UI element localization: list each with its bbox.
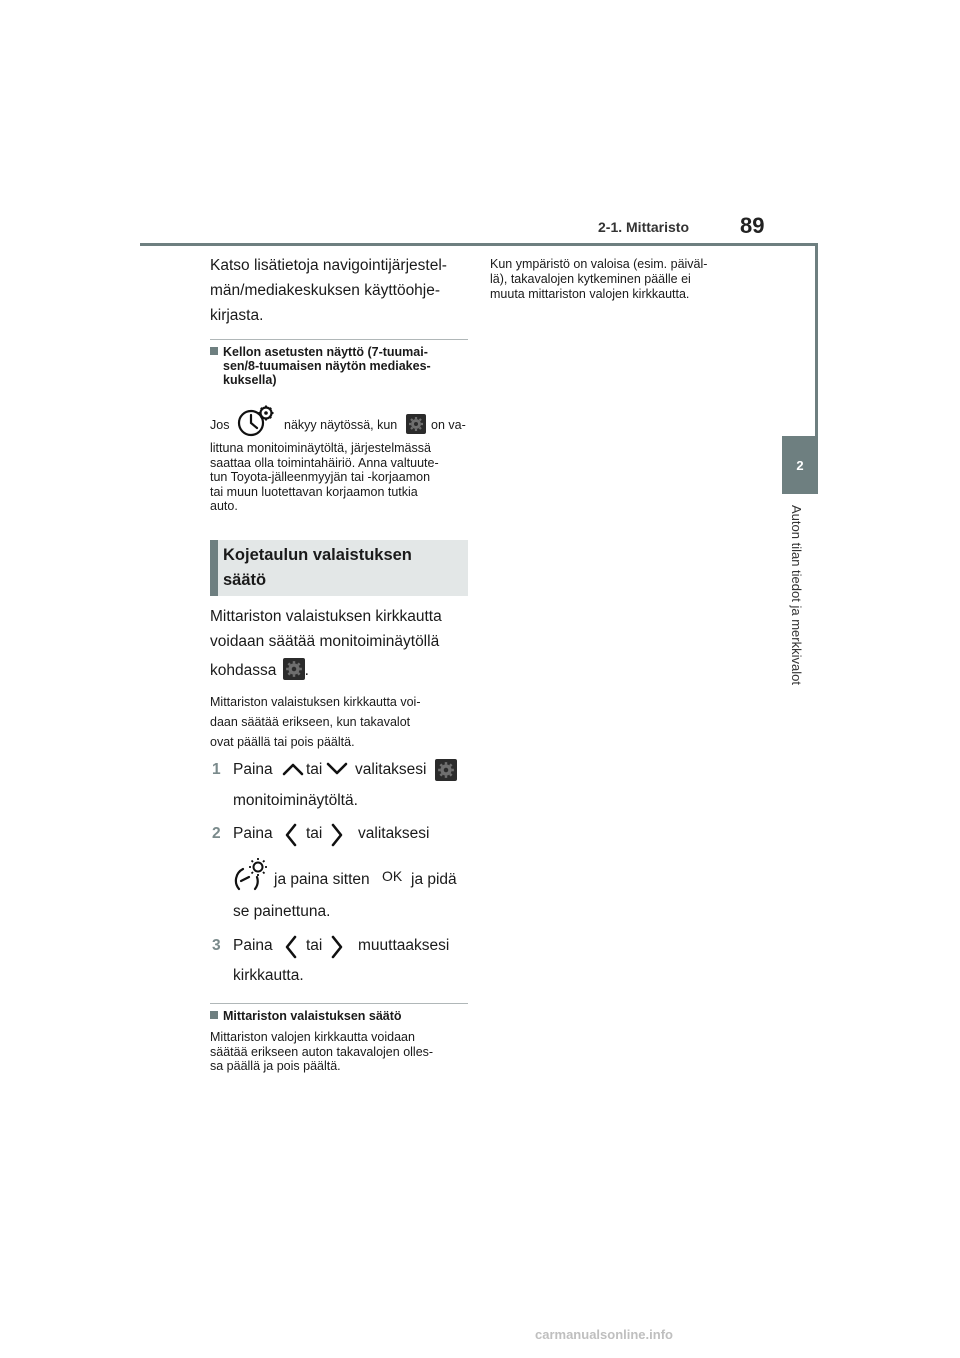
page-number: 89 [740,213,765,238]
side-rule [815,246,818,436]
section-header: 2-1. Mittaristo [598,219,690,235]
main-paragraph-line3: kohdassa . [210,658,470,683]
subsection-rule [210,339,468,340]
chevron-right-icon [330,822,344,853]
chevron-down-icon [326,762,348,781]
clock-warning-body: littuna monitoiminäytöltä, järjestelmässä saattaa olla toimintahäiriö. Anna valtuute- tun Toyota-jälleenmyyjän tai -korjaamon tai muun luotettavan korjaamon tutkia auto. [210,441,439,513]
intro-paragraph [210,253,447,328]
section-header-bar [210,540,218,596]
intro-line: Katso lisätietoja navigointijärjestel- [210,257,447,274]
right-column-paragraph: Kun ympäristö on valoisa (esim. päiväl- lä), takavalojen kytkeminen päälle ei muuta mittariston valojen kirkkautta. [490,257,708,301]
chevron-left-icon [284,934,298,965]
meter-brightness-icon [233,857,269,898]
clock-settings-icon [236,405,276,442]
clock-subsection-title: Kellon asetusten näyttö (7-tuumai- sen/8-tuumaisen näytön mediakes- kuksella) [210,345,472,387]
step-1-continued: monitoiminäytöltä. [233,792,358,809]
clock-warning-line: Jos näkyy näytössä, kun on va- [210,405,475,439]
chapter-title [784,505,808,725]
gear-icon [435,759,457,781]
step-2-continued: se painettuna. [233,903,331,920]
step-2: 2 Paina tai valitaksesi [212,822,472,848]
bullet-square-icon [210,347,218,355]
section-title: Kojetaulun valaistuksen säätö [223,546,412,589]
chevron-right-icon [330,934,344,965]
step-2-line2: ja paina sitten OK ja pidä [233,857,473,893]
ok-button-icon: OK [382,868,403,884]
chevron-left-icon [284,822,298,853]
step-3: 3 Paina tai muuttaaksesi [212,934,472,960]
gear-icon [283,658,305,680]
adjust-subsection-body: Mittariston valojen kirkkautta voidaan säätää erikseen auton takavalojen olles- sa päällä ja pois päältä. [210,1030,434,1073]
chapter-tab: 2 [782,436,818,494]
step-3-continued: kirkkautta. [233,967,304,984]
chapter-title-text: Auton tilan tiedot ja merkkivalot [789,505,804,685]
gear-icon [406,414,426,434]
chevron-up-icon [282,762,304,781]
intro-line: män/mediakeskuksen käyttöohje- [210,282,441,299]
footer-watermark[interactable]: carmanualsonline.info [535,1327,673,1342]
main-paragraph: Mittariston valaistuksen kirkkautta voidaan säätää monitoiminäytöllä [210,608,442,650]
subsection-rule [210,1003,468,1004]
adjust-subsection-title: Mittariston valaistuksen säätö [210,1009,472,1023]
bullet-square-icon [210,1011,218,1019]
intro-line: kirjasta. [210,307,264,324]
note-paragraph: Mittariston valaistuksen kirkkautta voi- daan säätää erikseen, kun takavalot ovat päällä tai pois päältä. [210,695,421,749]
step-1: 1 Paina tai valitaksesi [212,759,472,783]
header-rule [140,243,818,246]
